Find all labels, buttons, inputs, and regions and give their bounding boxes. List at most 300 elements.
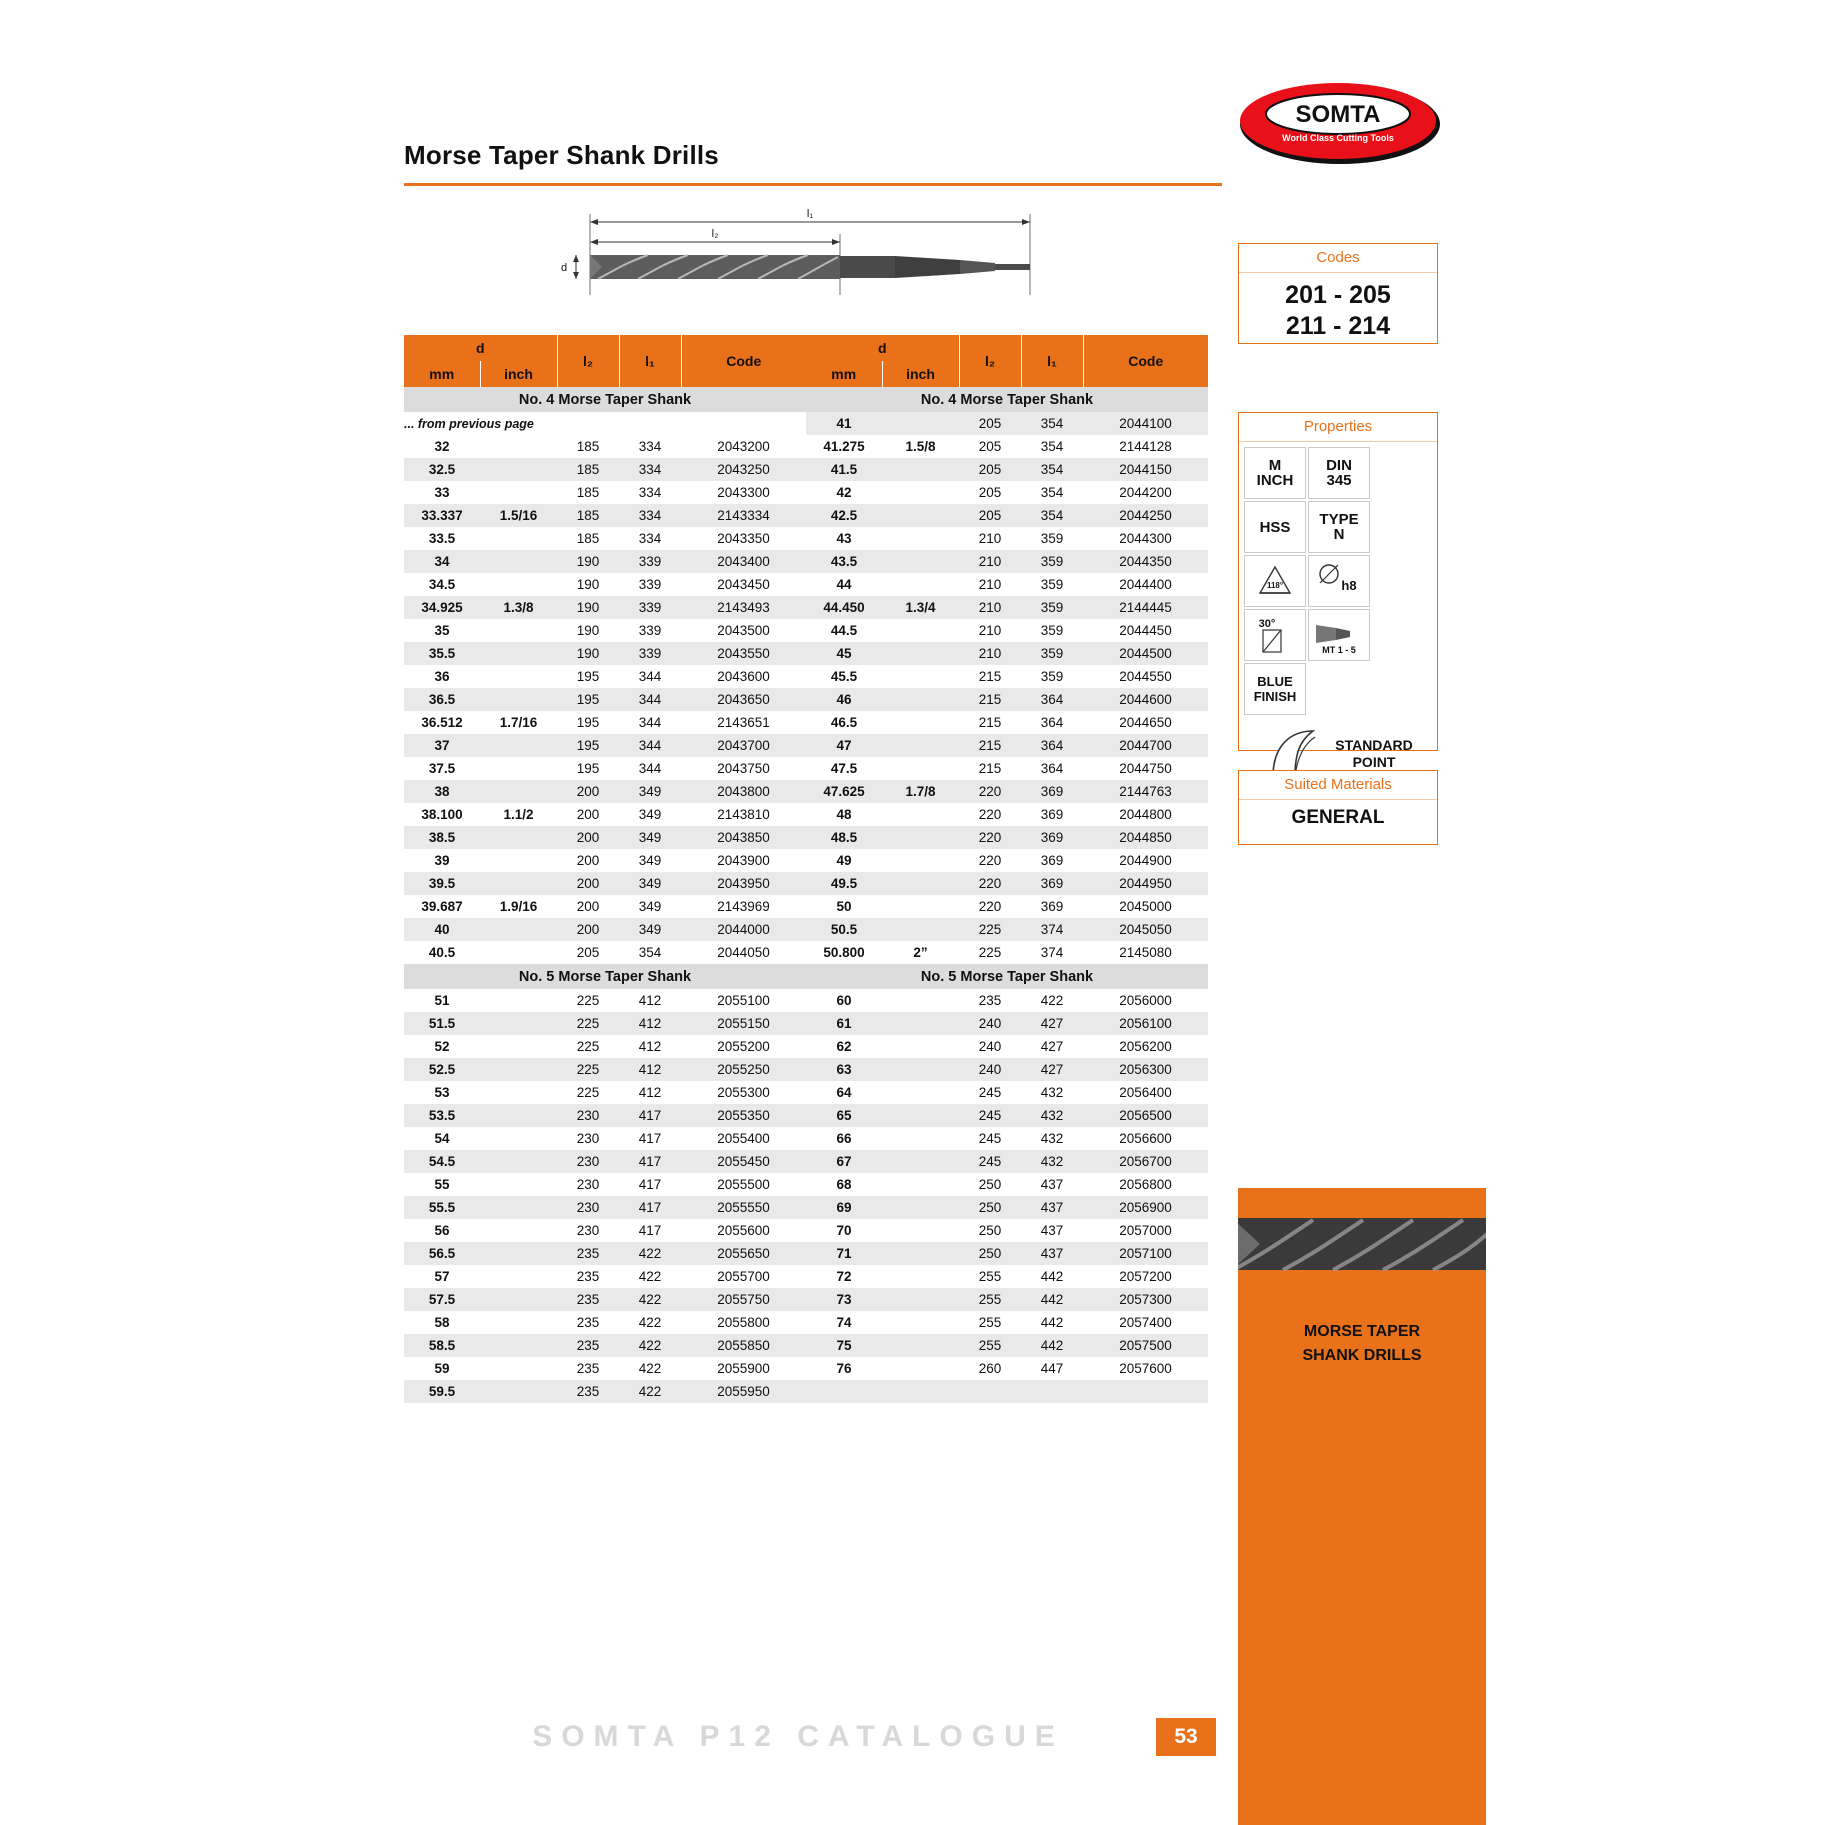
cell-code: 2044750 xyxy=(1119,761,1172,776)
cell-inch xyxy=(480,1265,557,1288)
cell-l1: 432 xyxy=(1040,1131,1064,1146)
cell-mm: 54.5 xyxy=(404,1150,480,1173)
cell-code: 2044500 xyxy=(1083,642,1208,665)
cell-mm: 34.925 xyxy=(404,596,480,619)
cell-inch xyxy=(480,1380,557,1403)
cell-inch xyxy=(882,826,959,849)
table-row xyxy=(806,895,1208,918)
cell-code: 2057500 xyxy=(1083,1334,1208,1357)
cell-l1: 359 xyxy=(1040,531,1064,546)
cell-inch xyxy=(480,826,557,849)
cell-mm: 34 xyxy=(404,550,480,573)
cell-l1: 437 xyxy=(1021,1242,1083,1265)
cell-mm: 42.5 xyxy=(806,504,882,527)
cell-mm: 70 xyxy=(836,1223,852,1238)
table-row xyxy=(404,481,806,504)
section-label: No. 5 Morse Taper Shank xyxy=(806,964,1208,989)
cell-l2: 210 xyxy=(978,577,1002,592)
cell-code: 2055300 xyxy=(717,1085,770,1100)
cell-l1: 412 xyxy=(638,1039,662,1054)
table-row xyxy=(404,1311,806,1334)
cell-l2: 225 xyxy=(557,1012,619,1035)
cell-inch xyxy=(882,1357,959,1380)
cell-l2: 190 xyxy=(557,596,619,619)
cell-l1: 442 xyxy=(1021,1334,1083,1357)
cell-inch xyxy=(480,1173,557,1196)
cell-inch xyxy=(480,872,557,895)
table-row xyxy=(806,1035,1208,1058)
cell-code: 2055800 xyxy=(717,1315,770,1330)
cell-inch xyxy=(480,989,557,1012)
cell-mm: 46.5 xyxy=(830,715,858,730)
cell-code: 2056500 xyxy=(1083,1104,1208,1127)
cell-l2: 230 xyxy=(576,1131,600,1146)
header-l1: l₁ xyxy=(619,335,681,387)
cell-l2: 215 xyxy=(959,688,1021,711)
cell-mm: 63 xyxy=(806,1058,882,1081)
cell-inch xyxy=(480,1104,557,1127)
cell-inch xyxy=(882,918,959,941)
cell-mm: 74 xyxy=(836,1315,852,1330)
cell-code: 2044600 xyxy=(1083,688,1208,711)
cell-mm: 40.5 xyxy=(428,945,456,960)
cell-mm: 37.5 xyxy=(428,761,456,776)
cell-code: 2055600 xyxy=(717,1223,770,1238)
prop-tolerance-h8-icon xyxy=(1308,555,1370,607)
cell-l1: 412 xyxy=(619,1058,681,1081)
table-row xyxy=(806,1265,1208,1288)
suited-materials-heading: Suited Materials xyxy=(1239,771,1437,800)
cell-l1: 334 xyxy=(619,458,681,481)
cell-l1: 349 xyxy=(619,780,681,803)
cell-l1: 349 xyxy=(638,853,662,868)
table-row xyxy=(404,895,806,918)
cell-l2: 230 xyxy=(557,1196,619,1219)
cell-code: 2055850 xyxy=(681,1334,806,1357)
table-row xyxy=(404,1242,806,1265)
cell-code: 2043950 xyxy=(681,872,806,895)
table-row xyxy=(806,1288,1208,1311)
table-row xyxy=(806,1357,1208,1380)
cell-l2: 200 xyxy=(576,853,600,868)
cell-mm: 55 xyxy=(434,1177,450,1192)
cell-inch xyxy=(882,895,959,918)
header-d: d xyxy=(806,335,959,361)
cell-mm: 43 xyxy=(836,531,852,546)
cell-l2: 220 xyxy=(978,807,1002,822)
cell-l2: 195 xyxy=(576,669,600,684)
cell-inch xyxy=(882,1012,959,1035)
cell-l1: 359 xyxy=(1021,642,1083,665)
cell-l2: 190 xyxy=(557,642,619,665)
table-row xyxy=(404,803,806,826)
cell-mm: 42 xyxy=(836,485,852,500)
cell-inch: 1.7/8 xyxy=(882,780,959,803)
cell-l1: 334 xyxy=(638,439,662,454)
cell-code: 2056900 xyxy=(1083,1196,1208,1219)
cell-mm: 38.5 xyxy=(404,826,480,849)
cell-l2: 230 xyxy=(576,1177,600,1192)
cell-l2: 250 xyxy=(978,1223,1002,1238)
cell-l1: 437 xyxy=(1021,1196,1083,1219)
cell-mm: 47 xyxy=(806,734,882,757)
product-photo-caption xyxy=(1238,1320,1486,1368)
cell-mm: 33 xyxy=(434,485,450,500)
cell-l1: 437 xyxy=(1040,1177,1064,1192)
cell-l1: 369 xyxy=(1040,853,1064,868)
cell-l1: 417 xyxy=(619,1196,681,1219)
cell-l2: 225 xyxy=(576,993,600,1008)
cell-inch xyxy=(882,849,959,872)
cell-l2: 245 xyxy=(978,1085,1002,1100)
table-row xyxy=(404,1173,806,1196)
spec-table-right xyxy=(806,335,1208,1403)
table-row xyxy=(806,1150,1208,1173)
prop-blue-finish-icon: BLUE FINISH xyxy=(1244,663,1306,715)
cell-l1: 344 xyxy=(619,734,681,757)
cell-l1: 374 xyxy=(1040,945,1064,960)
section-header-mt5 xyxy=(404,964,806,989)
cell-mm: 56.5 xyxy=(404,1242,480,1265)
table-row xyxy=(806,1081,1208,1104)
table-row xyxy=(404,1127,806,1150)
cell-inch xyxy=(480,435,557,458)
cell-l2: 245 xyxy=(978,1131,1002,1146)
cell-l2: 255 xyxy=(978,1315,1002,1330)
cell-inch xyxy=(882,619,959,642)
cell-l1: 334 xyxy=(619,504,681,527)
cell-mm: 58.5 xyxy=(404,1334,480,1357)
table-row xyxy=(404,1081,806,1104)
cell-code: 2044350 xyxy=(1083,550,1208,573)
cell-l1: 422 xyxy=(619,1288,681,1311)
cell-code: 2055950 xyxy=(681,1380,806,1403)
cell-mm: 41.5 xyxy=(806,458,882,481)
cell-code: 2043600 xyxy=(717,669,770,684)
cell-inch xyxy=(480,1012,557,1035)
cell-l2: 245 xyxy=(959,1150,1021,1173)
standard-point-label-1: STANDARD xyxy=(1335,737,1413,753)
suited-materials-value: GENERAL xyxy=(1291,807,1385,828)
header-code: Code xyxy=(1083,335,1208,387)
cell-l1: 359 xyxy=(1021,596,1083,619)
cell-mm: 58 xyxy=(434,1315,450,1330)
cell-mm: 50.800 xyxy=(823,945,865,960)
table-row xyxy=(806,803,1208,826)
cell-code: 2044450 xyxy=(1119,623,1172,638)
cell-l1: 339 xyxy=(638,623,662,638)
cell-inch xyxy=(882,734,959,757)
cell-mm: 47.625 xyxy=(806,780,882,803)
cell-l2: 235 xyxy=(576,1315,600,1330)
cell-inch xyxy=(480,1058,557,1081)
cell-l1: 364 xyxy=(1040,715,1064,730)
page-number: 53 xyxy=(1156,1718,1216,1756)
table-row xyxy=(404,1012,806,1035)
cell-l1: 422 xyxy=(619,1242,681,1265)
cell-l2: 195 xyxy=(557,734,619,757)
table-row xyxy=(404,688,806,711)
cell-l1: 359 xyxy=(1040,623,1064,638)
cell-l1: 412 xyxy=(638,1085,662,1100)
header-code: Code xyxy=(681,335,806,387)
cell-l2: 235 xyxy=(557,1380,619,1403)
cell-inch xyxy=(480,1127,557,1150)
cell-l1: 349 xyxy=(619,872,681,895)
cell-l2: 235 xyxy=(576,1361,600,1376)
cell-l1: 344 xyxy=(619,688,681,711)
table-row xyxy=(404,849,806,872)
cell-code: 2043400 xyxy=(681,550,806,573)
cell-mm: 50 xyxy=(836,899,852,914)
cell-inch xyxy=(882,1173,959,1196)
cell-mm: 48.5 xyxy=(806,826,882,849)
cell-inch xyxy=(882,504,959,527)
cell-l1: 422 xyxy=(638,1315,662,1330)
cell-code: 2056800 xyxy=(1119,1177,1172,1192)
table-row xyxy=(404,1150,806,1173)
somta-logo xyxy=(1238,78,1442,166)
cell-code: 2045000 xyxy=(1119,899,1172,914)
cell-l2: 255 xyxy=(978,1269,1002,1284)
code-range-1: 201 - 205 xyxy=(1285,281,1391,309)
drill-dimension-diagram xyxy=(540,200,1060,290)
cell-mm: 59 xyxy=(434,1361,450,1376)
cell-code: 2056200 xyxy=(1119,1039,1172,1054)
cell-l1: 354 xyxy=(1021,412,1083,435)
cell-l2: 200 xyxy=(557,826,619,849)
cell-code: 2143810 xyxy=(717,807,770,822)
table-row xyxy=(806,1334,1208,1357)
cell-l1: 334 xyxy=(638,531,662,546)
cell-l1: 442 xyxy=(1021,1288,1083,1311)
cell-code: 2043350 xyxy=(717,531,770,546)
cell-code: 2055200 xyxy=(717,1039,770,1054)
table-row xyxy=(806,504,1208,527)
cell-mm: 39.5 xyxy=(404,872,480,895)
cell-l1: 437 xyxy=(1040,1223,1064,1238)
section-header-mt4 xyxy=(404,387,806,412)
table-row xyxy=(806,435,1208,458)
cell-inch xyxy=(882,412,959,435)
cell-code: 2043800 xyxy=(681,780,806,803)
prop-din-345-icon: DIN 345 xyxy=(1308,447,1370,499)
table-row xyxy=(806,481,1208,504)
spec-table-left xyxy=(404,335,806,1403)
table-row xyxy=(404,941,806,964)
table-row xyxy=(404,1035,806,1058)
codes-heading: Codes xyxy=(1239,244,1437,273)
svg-text:118°: 118° xyxy=(1266,581,1284,590)
cell-l2: 235 xyxy=(576,1269,600,1284)
codes-box xyxy=(1238,243,1438,344)
table-row xyxy=(806,458,1208,481)
cell-l2: 220 xyxy=(959,872,1021,895)
cell-l1: 422 xyxy=(638,1269,662,1284)
cell-l2: 260 xyxy=(978,1361,1002,1376)
table-row xyxy=(404,1265,806,1288)
table-row xyxy=(806,1311,1208,1334)
cell-code: 2044650 xyxy=(1119,715,1172,730)
cell-code: 2044200 xyxy=(1119,485,1172,500)
cell-code: 2055350 xyxy=(681,1104,806,1127)
cell-code: 2057100 xyxy=(1083,1242,1208,1265)
cell-inch xyxy=(882,481,959,504)
cell-mm: 35.5 xyxy=(404,642,480,665)
properties-heading: Properties xyxy=(1239,413,1437,442)
table-row xyxy=(404,1380,806,1403)
table-row xyxy=(404,573,806,596)
cell-inch xyxy=(480,734,557,757)
cell-code: 2143334 xyxy=(681,504,806,527)
cell-inch xyxy=(480,1311,557,1334)
cell-inch xyxy=(480,941,557,964)
cell-l1: 417 xyxy=(638,1223,662,1238)
cell-l1: 339 xyxy=(619,642,681,665)
cell-l2: 200 xyxy=(576,899,600,914)
cell-inch: 2” xyxy=(913,945,928,960)
table-row xyxy=(404,1058,806,1081)
cell-mm: 55.5 xyxy=(404,1196,480,1219)
table-row xyxy=(806,1196,1208,1219)
table-row xyxy=(404,1196,806,1219)
table-row xyxy=(806,1219,1208,1242)
cell-inch xyxy=(882,1265,959,1288)
cell-inch xyxy=(480,1081,557,1104)
cell-mm: 49.5 xyxy=(806,872,882,895)
cell-l1: 417 xyxy=(619,1150,681,1173)
cell-l2: 210 xyxy=(959,550,1021,573)
cell-code: 2143969 xyxy=(717,899,770,914)
section-label: No. 4 Morse Taper Shank xyxy=(404,387,806,412)
header-l2: l₂ xyxy=(557,335,619,387)
cell-code: 2043450 xyxy=(717,577,770,592)
cell-mm: 32.5 xyxy=(404,458,480,481)
continuation-note-label: ... from previous page xyxy=(404,412,806,435)
svg-text:l₁: l₁ xyxy=(806,208,814,220)
cell-inch: 1.5/16 xyxy=(480,504,557,527)
cell-code: 2056400 xyxy=(1119,1085,1172,1100)
cell-l2: 225 xyxy=(978,945,1002,960)
cell-code: 2057300 xyxy=(1083,1288,1208,1311)
prop-helix-angle-icon xyxy=(1244,609,1306,661)
cell-mm: 53.5 xyxy=(404,1104,480,1127)
table-row xyxy=(404,458,806,481)
table-row xyxy=(404,826,806,849)
cell-l1: 359 xyxy=(1040,577,1064,592)
cell-code: 2057200 xyxy=(1119,1269,1172,1284)
cell-inch xyxy=(882,1127,959,1150)
cell-mm: 44.5 xyxy=(830,623,858,638)
cell-l2: 185 xyxy=(557,458,619,481)
table-row xyxy=(806,688,1208,711)
cell-inch xyxy=(882,1334,959,1357)
cell-inch: 1.1/2 xyxy=(503,807,534,822)
cell-inch xyxy=(882,550,959,573)
cell-l1: 427 xyxy=(1040,1039,1064,1054)
cell-l1: 339 xyxy=(619,550,681,573)
prop-point-angle-icon xyxy=(1244,555,1306,607)
cell-inch xyxy=(480,1219,557,1242)
cell-l2: 205 xyxy=(959,504,1021,527)
cell-inch xyxy=(480,849,557,872)
cell-mm: 44 xyxy=(836,577,852,592)
section-label: No. 5 Morse Taper Shank xyxy=(404,964,806,989)
cell-l1: 417 xyxy=(638,1131,662,1146)
cell-mm: 67 xyxy=(806,1150,882,1173)
cell-inch xyxy=(480,1288,557,1311)
cell-mm: 52.5 xyxy=(404,1058,480,1081)
cell-l2: 220 xyxy=(959,826,1021,849)
cell-l1: 412 xyxy=(619,1012,681,1035)
cell-l2: 205 xyxy=(959,458,1021,481)
cell-inch xyxy=(480,757,557,780)
cell-l1: 447 xyxy=(1040,1361,1064,1376)
cell-inch xyxy=(882,1081,959,1104)
table-row xyxy=(404,757,806,780)
cell-code: 2055700 xyxy=(717,1269,770,1284)
cell-l1: 334 xyxy=(638,485,662,500)
table-row xyxy=(404,1104,806,1127)
cell-l2: 200 xyxy=(557,780,619,803)
table-row xyxy=(806,826,1208,849)
table-row xyxy=(404,1357,806,1380)
cell-mm: 48 xyxy=(836,807,852,822)
cell-code: 2055750 xyxy=(681,1288,806,1311)
table-row xyxy=(806,412,1208,435)
table-row xyxy=(806,1127,1208,1150)
cell-l1: 417 xyxy=(619,1104,681,1127)
cell-code: 2043900 xyxy=(717,853,770,868)
cell-mm: 57.5 xyxy=(404,1288,480,1311)
cell-code: 2057600 xyxy=(1119,1361,1172,1376)
cell-l1: 339 xyxy=(638,577,662,592)
cell-mm: 69 xyxy=(806,1196,882,1219)
table-row xyxy=(404,1288,806,1311)
cell-l2: 220 xyxy=(959,780,1021,803)
title-divider xyxy=(404,183,1222,186)
cell-mm: 44.450 xyxy=(806,596,882,619)
table-row xyxy=(806,780,1208,803)
cell-l1: 354 xyxy=(638,945,662,960)
cell-l2: 200 xyxy=(557,872,619,895)
cell-code: 2043750 xyxy=(717,761,770,776)
cell-inch xyxy=(480,573,557,596)
cell-l1: 417 xyxy=(638,1177,662,1192)
cell-inch xyxy=(882,989,959,1012)
cell-code: 2044800 xyxy=(1119,807,1172,822)
cell-code: 2043700 xyxy=(681,734,806,757)
svg-text:d: d xyxy=(560,262,568,274)
cell-inch xyxy=(882,642,959,665)
table-row xyxy=(404,435,806,458)
table-row xyxy=(404,619,806,642)
table-row xyxy=(404,1334,806,1357)
cell-l1: 354 xyxy=(1021,458,1083,481)
cell-l2: 215 xyxy=(978,761,1002,776)
cell-code: 2043250 xyxy=(681,458,806,481)
cell-l1: 369 xyxy=(1021,872,1083,895)
cell-inch xyxy=(882,757,959,780)
cell-l1: 344 xyxy=(638,761,662,776)
cell-code: 2055250 xyxy=(681,1058,806,1081)
cell-l1: 364 xyxy=(1021,688,1083,711)
cell-l2: 245 xyxy=(959,1104,1021,1127)
cell-code: 2044700 xyxy=(1083,734,1208,757)
table-row xyxy=(404,550,806,573)
cell-mm: 75 xyxy=(806,1334,882,1357)
table-row xyxy=(806,1104,1208,1127)
